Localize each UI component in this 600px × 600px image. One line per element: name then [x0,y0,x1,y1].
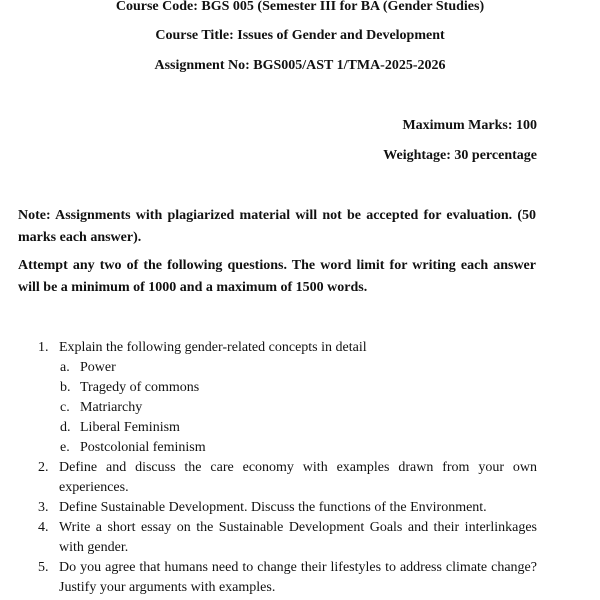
instructions: Attempt any two of the following questions. The word limit for writing each answer will be a minimum of 1000 and a maximum of 1500 words. [18,258,536,295]
question-text: Define and discuss the care economy with examples drawn from your own experiences. [59,460,537,495]
sub-item-letter: b. [60,380,71,395]
sub-item-text: Postcolonial feminism [80,440,206,455]
sub-item-letter: c. [60,400,70,415]
course-code: Course Code: BGS 005 (Semester III for BA (Gender Studies) [115,0,485,14]
course-title: Course Title: Issues of Gender and Development [155,28,445,43]
sub-item [0,398,600,418]
sub-item-letter: a. [60,360,70,375]
sub-item-letter: e. [60,440,70,455]
question-text: Write a short essay on the Sustainable Development Goals and their interlinkages with gender. [59,520,537,555]
question-number: 3. [38,500,49,515]
weightage: Weightage: 30 percentage [383,148,537,163]
plagiarism-note: Note: Assignments with plagiarized material will not be accepted for evaluation. (50 marks each answer). [18,208,536,245]
sub-item-text: Tragedy of commons [80,380,200,395]
question-item [0,458,600,498]
question-item [0,498,600,518]
question-text: Do you agree that humans need to change their lifestyles to address climate change? Justify your arguments with examples. [59,560,537,595]
sub-item [0,378,600,398]
question-item [0,518,600,558]
assignment-number: Assignment No: BGS005/AST 1/TMA-2025-2026 [154,58,446,73]
sub-item [0,358,600,378]
question-number: 4. [38,520,49,535]
maximum-marks: Maximum Marks: 100 [402,118,537,133]
question-number: 5. [38,560,49,575]
question-text: Define Sustainable Development. Discuss the functions of the Environment. [59,500,487,515]
sub-item [0,438,600,458]
question-number: 2. [38,460,49,475]
question-text: Explain the following gender-related concepts in detail [59,340,367,355]
question-list [0,338,600,598]
sub-item [0,418,600,438]
question-number: 1. [38,340,49,355]
sub-item-text: Power [80,360,116,375]
sub-item-text: Liberal Feminism [80,420,180,435]
sub-item-letter: d. [60,420,71,435]
question-item [0,338,600,358]
sub-item-text: Matriarchy [80,400,143,415]
question-item [0,558,600,598]
